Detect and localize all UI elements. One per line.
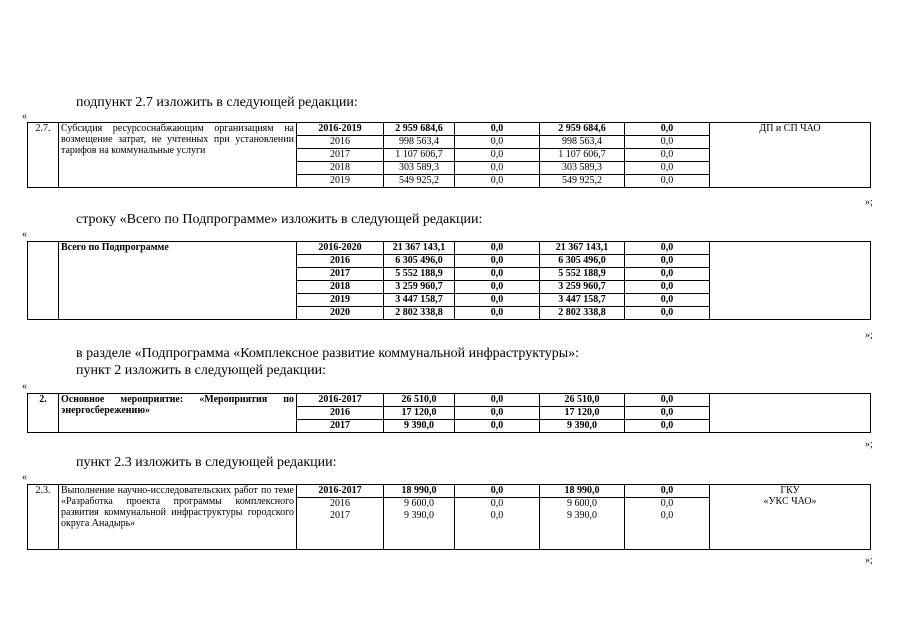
cell-value: 0,0 bbox=[625, 123, 710, 136]
cell-total: 17 120,0 bbox=[384, 407, 455, 420]
cell-value: 0,0 bbox=[625, 175, 710, 188]
cell-value: 2 959 684,6 bbox=[540, 123, 625, 136]
cell-value: 2 802 338,8 bbox=[540, 307, 625, 320]
section-4-heading: пункт 2.3 изложить в следующей редакции: bbox=[76, 455, 337, 470]
section-1-close-quote: »; bbox=[865, 197, 873, 208]
cell-value: 0,0 bbox=[625, 307, 710, 320]
table-row bbox=[28, 485, 871, 498]
cell-value: 0,0 bbox=[455, 268, 540, 281]
table-energy-saving bbox=[27, 393, 871, 433]
section-4-close-quote: »; bbox=[865, 555, 873, 566]
executor bbox=[710, 485, 871, 550]
cell-value: 17 120,0 bbox=[540, 407, 625, 420]
cell-value: 9 390,0 bbox=[540, 420, 625, 433]
table-subsidy-2-7 bbox=[27, 122, 871, 188]
cell-period: 2020 bbox=[297, 307, 384, 320]
cell-period: 2017 bbox=[297, 420, 384, 433]
cell-value: 3 447 158,7 bbox=[540, 294, 625, 307]
table-total-subprogram bbox=[27, 241, 871, 320]
cell-total: 3 447 158,7 bbox=[384, 294, 455, 307]
cell-total: 9 600,0 bbox=[384, 498, 455, 511]
cell-total: 9 390,0 bbox=[384, 420, 455, 433]
item-number: 2.3. bbox=[28, 485, 59, 550]
item-name: Основное мероприятие: «Мероприятия по энергосбережению» bbox=[59, 394, 297, 433]
executor bbox=[710, 394, 871, 433]
cell-value: 1 107 606,7 bbox=[540, 149, 625, 162]
cell-value: 0,0 bbox=[455, 175, 540, 188]
cell-value: 0,0 bbox=[625, 162, 710, 175]
cell-value: 0,0 bbox=[625, 294, 710, 307]
cell-value: 0,0 bbox=[625, 268, 710, 281]
section-1-open-quote: « bbox=[22, 111, 27, 122]
cell-period: 2016-2020 bbox=[297, 242, 384, 255]
cell-total: 3 259 960,7 bbox=[384, 281, 455, 294]
cell-total: 549 925,2 bbox=[384, 175, 455, 188]
cell-value: 0,0 bbox=[625, 420, 710, 433]
cell-value: 0,0 bbox=[455, 294, 540, 307]
cell-value: 0,0 bbox=[625, 394, 710, 407]
cell-total: 2 802 338,8 bbox=[384, 307, 455, 320]
cell-period: 2016-2017 bbox=[297, 394, 384, 407]
cell-value: 303 589,3 bbox=[540, 162, 625, 175]
section-2-close-quote: »; bbox=[865, 330, 873, 341]
executor: ДП и СП ЧАО bbox=[710, 123, 871, 188]
cell-total: 9 390,0 bbox=[384, 510, 455, 550]
cell-value: 0,0 bbox=[625, 510, 710, 550]
item-number: 2.7. bbox=[28, 123, 59, 188]
cell-value: 3 259 960,7 bbox=[540, 281, 625, 294]
item-number: 2. bbox=[28, 394, 59, 433]
cell-value: 0,0 bbox=[625, 255, 710, 268]
cell-period: 2017 bbox=[297, 268, 384, 281]
cell-value: 0,0 bbox=[455, 255, 540, 268]
table-row bbox=[28, 123, 871, 136]
cell-value: 0,0 bbox=[455, 498, 540, 511]
cell-period: 2017 bbox=[297, 510, 384, 550]
cell-value: 0,0 bbox=[625, 407, 710, 420]
table-row bbox=[28, 242, 871, 255]
cell-value: 21 367 143,1 bbox=[540, 242, 625, 255]
cell-total: 303 589,3 bbox=[384, 162, 455, 175]
table-research-2-3 bbox=[27, 484, 871, 550]
cell-value: 0,0 bbox=[455, 307, 540, 320]
cell-value: 9 600,0 bbox=[540, 498, 625, 511]
executor bbox=[710, 242, 871, 320]
executor-line-2: «УКС ЧАО» bbox=[763, 496, 817, 507]
cell-value: 0,0 bbox=[625, 498, 710, 511]
cell-value: 0,0 bbox=[455, 420, 540, 433]
item-name: Всего по Подпрограмме bbox=[59, 242, 297, 320]
section-2-heading: строку «Всего по Подпрограмме» изложить в следующей редакции: bbox=[76, 212, 483, 227]
cell-value: 0,0 bbox=[455, 407, 540, 420]
cell-value: 0,0 bbox=[455, 485, 540, 498]
cell-period: 2016 bbox=[297, 255, 384, 268]
executor-line-1: ГКУ bbox=[780, 485, 800, 496]
cell-value: 6 305 496,0 bbox=[540, 255, 625, 268]
section-2-open-quote: « bbox=[22, 229, 27, 240]
cell-value: 0,0 bbox=[455, 242, 540, 255]
cell-value: 0,0 bbox=[455, 123, 540, 136]
item-name: Субсидия ресурсоснабжающим организациям на возмещение затрат, не учтенных при установлении тарифов на коммунальные услуги bbox=[59, 123, 297, 188]
cell-period: 2019 bbox=[297, 175, 384, 188]
cell-value: 0,0 bbox=[455, 510, 540, 550]
cell-value: 26 510,0 bbox=[540, 394, 625, 407]
cell-value: 18 990,0 bbox=[540, 485, 625, 498]
cell-total: 998 563,4 bbox=[384, 136, 455, 149]
cell-value: 0,0 bbox=[455, 394, 540, 407]
cell-value: 0,0 bbox=[625, 485, 710, 498]
cell-period: 2016 bbox=[297, 136, 384, 149]
cell-period: 2018 bbox=[297, 281, 384, 294]
section-3-open-quote: « bbox=[22, 381, 27, 392]
cell-value: 998 563,4 bbox=[540, 136, 625, 149]
cell-total: 18 990,0 bbox=[384, 485, 455, 498]
cell-period: 2016 bbox=[297, 498, 384, 511]
cell-value: 5 552 188,9 bbox=[540, 268, 625, 281]
section-4-open-quote: « bbox=[22, 472, 27, 483]
cell-total: 26 510,0 bbox=[384, 394, 455, 407]
cell-value: 9 390,0 bbox=[540, 510, 625, 550]
cell-total: 6 305 496,0 bbox=[384, 255, 455, 268]
cell-value: 0,0 bbox=[455, 136, 540, 149]
table-row bbox=[28, 394, 871, 407]
cell-period: 2016-2019 bbox=[297, 123, 384, 136]
cell-value: 0,0 bbox=[455, 281, 540, 294]
cell-value: 0,0 bbox=[455, 149, 540, 162]
cell-period: 2018 bbox=[297, 162, 384, 175]
cell-total: 21 367 143,1 bbox=[384, 242, 455, 255]
cell-value: 0,0 bbox=[625, 242, 710, 255]
section-3-heading: в разделе «Подпрограмма «Комплексное развитие коммунальной инфраструктуры»: bbox=[76, 346, 580, 361]
section-1-heading: подпункт 2.7 изложить в следующей редакции: bbox=[76, 95, 358, 110]
cell-value: 0,0 bbox=[455, 162, 540, 175]
cell-value: 0,0 bbox=[625, 281, 710, 294]
section-3-close-quote: »; bbox=[865, 439, 873, 450]
cell-period: 2016 bbox=[297, 407, 384, 420]
cell-value: 549 925,2 bbox=[540, 175, 625, 188]
cell-period: 2019 bbox=[297, 294, 384, 307]
cell-period: 2016-2017 bbox=[297, 485, 384, 498]
section-3-subheading: пункт 2 изложить в следующей редакции: bbox=[76, 363, 326, 378]
cell-total: 1 107 606,7 bbox=[384, 149, 455, 162]
cell-value: 0,0 bbox=[625, 136, 710, 149]
cell-value: 0,0 bbox=[625, 149, 710, 162]
item-number bbox=[28, 242, 59, 320]
item-name: Выполнение научно-исследовательских работ по теме «Разработка проекта программы комплексного развития коммунальной инфраструктуры городского округа Анадырь» bbox=[59, 485, 297, 550]
cell-total: 5 552 188,9 bbox=[384, 268, 455, 281]
cell-total: 2 959 684,6 bbox=[384, 123, 455, 136]
cell-period: 2017 bbox=[297, 149, 384, 162]
